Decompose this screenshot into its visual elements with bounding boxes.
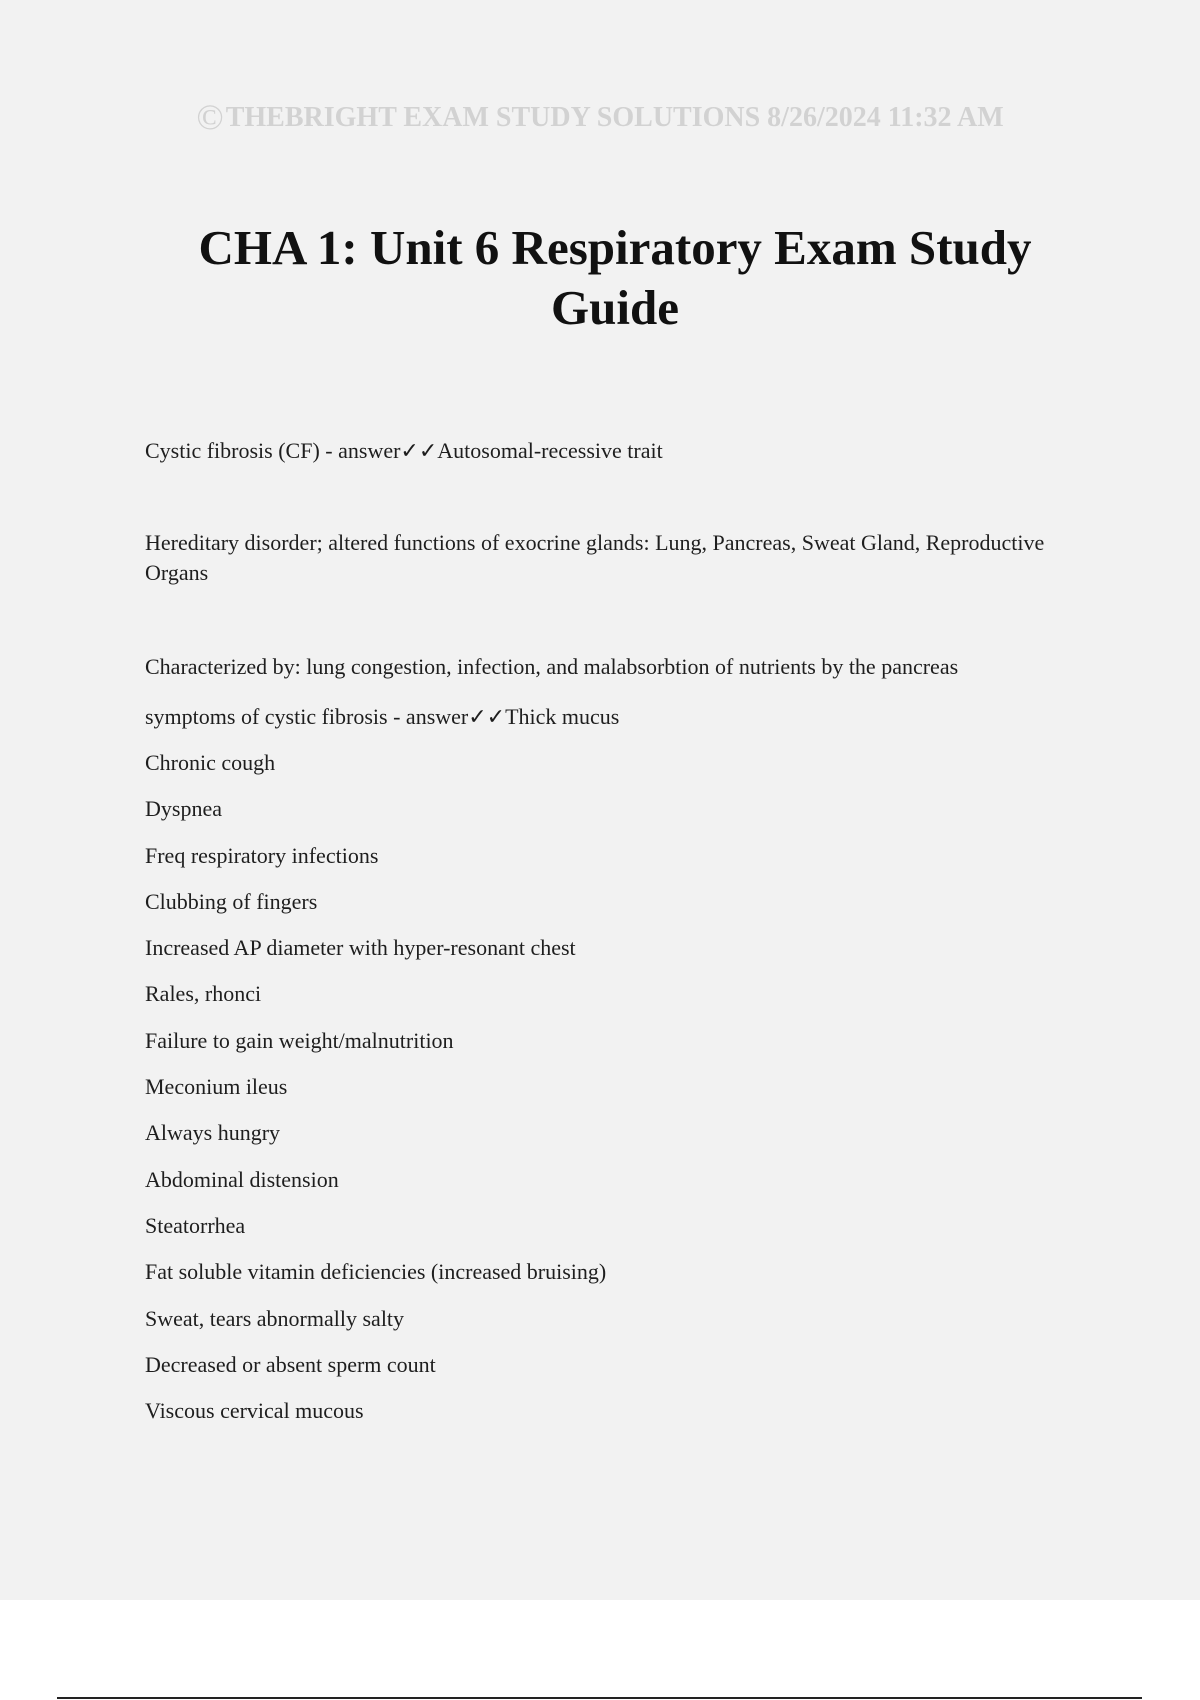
watermark	[0, 96, 1200, 138]
list-item: Clubbing of fingers	[145, 888, 318, 914]
list-item: Rales, rhonci	[145, 981, 262, 1007]
list-item: Meconium ileus	[145, 1074, 288, 1100]
paragraph-symptoms-heading: symptoms of cystic fibrosis - answer✓✓Thick mucus	[145, 704, 620, 729]
list-item: Abdominal distension	[145, 1166, 339, 1192]
list-item: Sweat, tears abnormally salty	[145, 1305, 405, 1331]
list-item: Decreased or absent sperm count	[145, 1351, 436, 1377]
list-item: Always hungry	[145, 1120, 281, 1146]
paragraph-characterized: Characterized by: lung congestion, infection, and malabsorbtion of nutrients by the pancreas	[145, 654, 959, 679]
copyright-icon: ©	[196, 97, 224, 137]
page-title: CHA 1: Unit 6 Respiratory Exam Study Guide	[198, 220, 1032, 335]
list-item: Viscous cervical mucous	[145, 1398, 364, 1424]
footer-divider	[57, 1697, 1142, 1699]
list-item: Failure to gain weight/malnutrition	[145, 1027, 454, 1053]
list-item: Steatorrhea	[145, 1212, 246, 1238]
symptom-list	[145, 748, 1075, 1442]
paragraph-hereditary: Hereditary disorder; altered functions of exocrine glands: Lung, Pancreas, Sweat Gland, Reproductive Organs	[145, 530, 1045, 585]
list-item: Chronic cough	[145, 750, 276, 775]
list-item: Increased AP diameter with hyper-resonant chest	[145, 935, 576, 961]
list-item: Freq respiratory infections	[145, 842, 379, 868]
paragraph-cf-definition: Cystic fibrosis (CF) - answer✓✓Autosomal-recessive trait	[145, 438, 663, 463]
list-item: Fat soluble vitamin deficiencies (increased bruising)	[145, 1259, 607, 1285]
watermark-text: THEBRIGHT EXAM STUDY SOLUTIONS 8/26/2024 11:32 AM	[225, 102, 1004, 133]
list-item: Dyspnea	[145, 796, 222, 822]
